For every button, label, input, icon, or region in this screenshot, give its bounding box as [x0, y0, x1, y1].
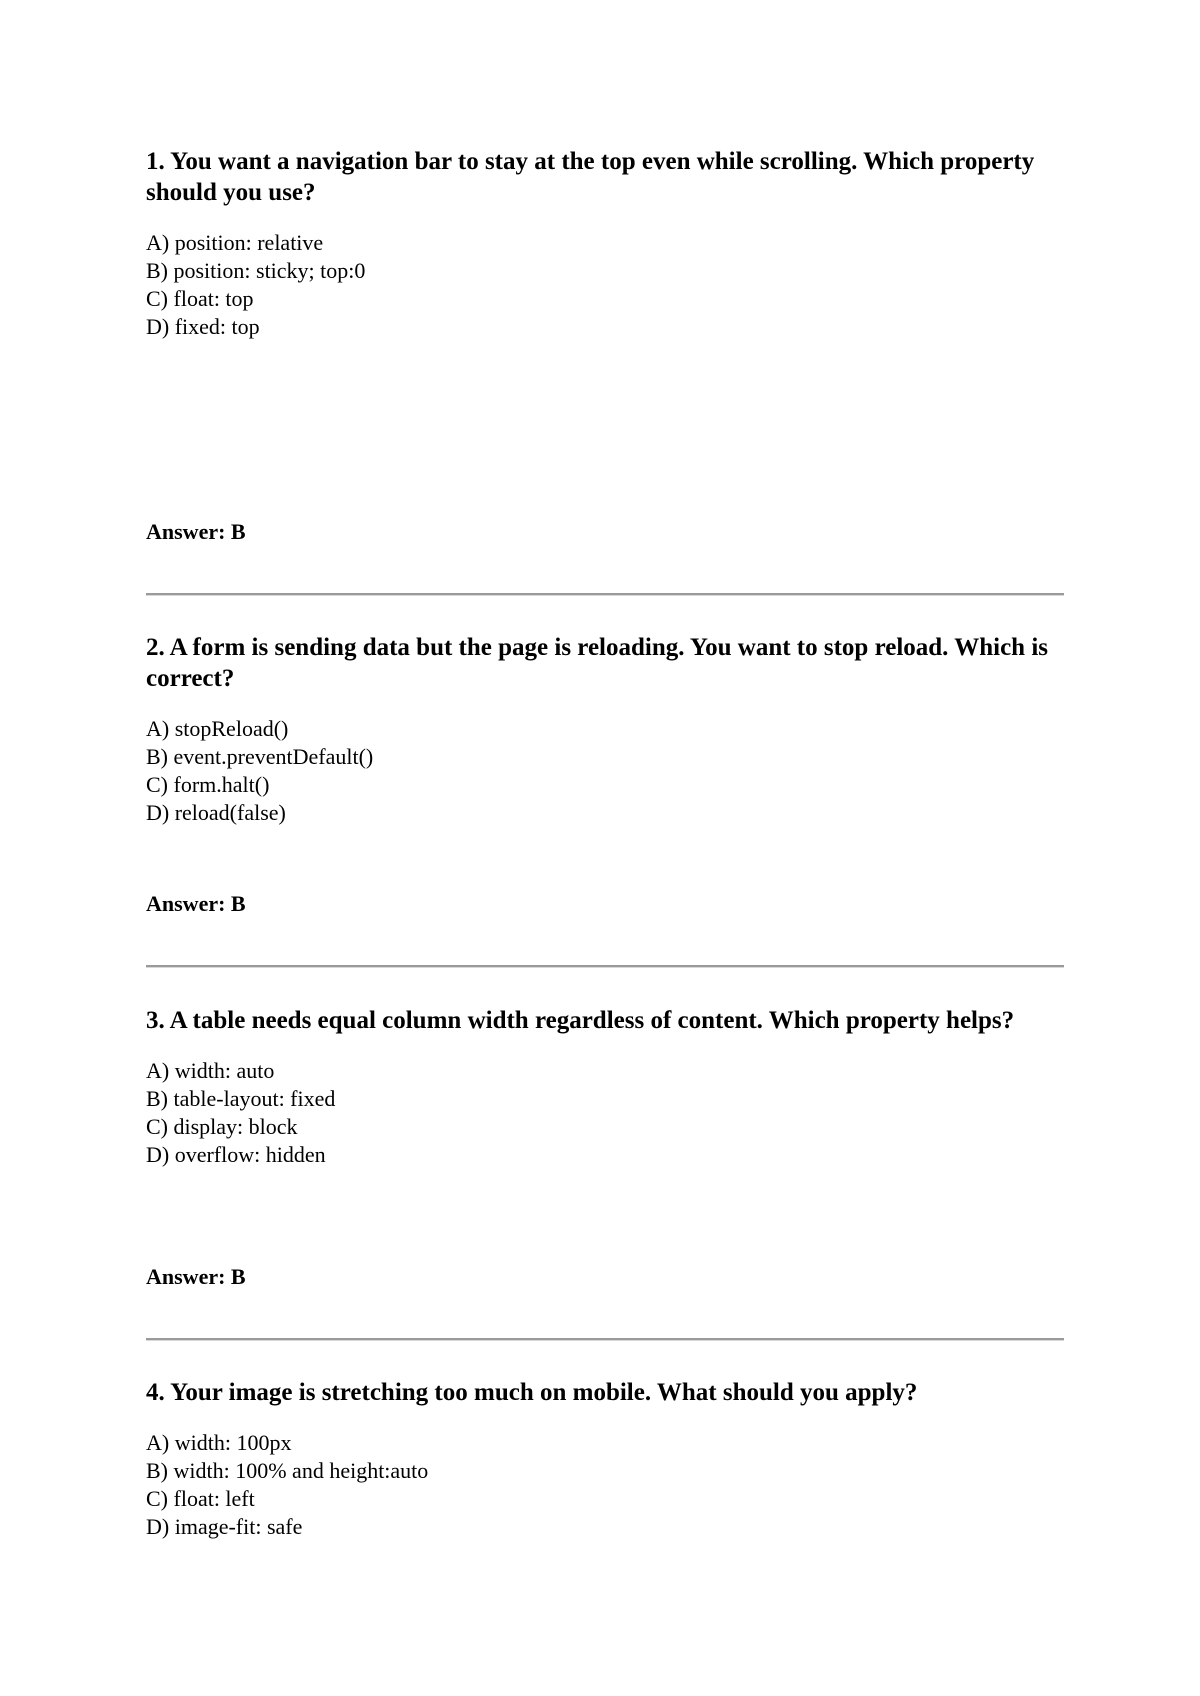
option-d: D) image-fit: safe — [146, 1514, 303, 1539]
option-b: B) position: sticky; top:0 — [146, 258, 366, 283]
answer-text: Answer: B — [146, 891, 246, 916]
divider-line — [146, 593, 1064, 596]
options-list — [146, 715, 1066, 827]
question-text: 3. A table needs equal column width regardless of content. Which property helps? — [146, 1007, 1015, 1034]
divider-line — [146, 1338, 1064, 1341]
option-a: A) position: relative — [146, 230, 324, 255]
question-block-2 — [146, 632, 1066, 827]
answer-text: Answer: B — [146, 1264, 246, 1289]
question-text: 4. Your image is stretching too much on mobile. What should you apply? — [146, 1379, 918, 1406]
question-block-1 — [146, 146, 1066, 341]
option-b: B) event.preventDefault() — [146, 744, 374, 769]
question-text: 2. A form is sending data but the page is reloading. You want to stop reload. Which is correct? — [146, 634, 1048, 692]
question-block-3 — [146, 1005, 1066, 1169]
options-list — [146, 1057, 1066, 1169]
option-c: C) form.halt() — [146, 772, 270, 797]
question-text: 1. You want a navigation bar to stay at the top even while scrolling. Which property should you use? — [146, 148, 1035, 206]
option-a: A) stopReload() — [146, 716, 289, 741]
option-d: D) reload(false) — [146, 800, 286, 825]
option-a: A) width: 100px — [146, 1430, 292, 1455]
option-d: D) overflow: hidden — [146, 1142, 326, 1167]
option-c: C) float: left — [146, 1486, 255, 1511]
option-a: A) width: auto — [146, 1058, 275, 1083]
options-list — [146, 1429, 1066, 1541]
option-c: C) display: block — [146, 1114, 298, 1139]
option-d: D) fixed: top — [146, 314, 260, 339]
options-list — [146, 229, 1066, 341]
question-block-4 — [146, 1377, 1066, 1541]
answer-text: Answer: B — [146, 519, 246, 544]
option-b: B) table-layout: fixed — [146, 1086, 336, 1111]
option-c: C) float: top — [146, 286, 254, 311]
option-b: B) width: 100% and height:auto — [146, 1458, 429, 1483]
divider-line — [146, 965, 1064, 968]
